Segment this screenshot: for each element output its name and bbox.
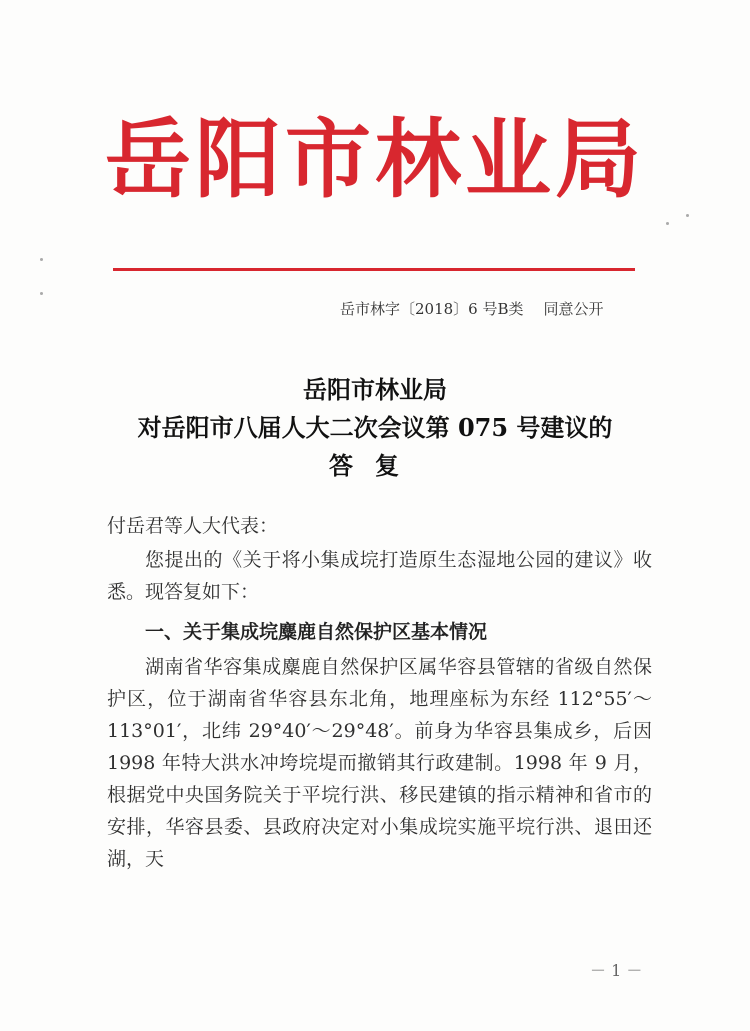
- title-line-3: 答复: [329, 451, 421, 480]
- salutation: 付岳君等人大代表：: [107, 515, 279, 537]
- scan-speck: [666, 222, 669, 225]
- scan-speck: [686, 214, 689, 217]
- letterhead-title: 岳阳市林业局: [105, 109, 645, 210]
- section-heading-1: 一、关于集成垸麋鹿自然保护区基本情况: [145, 621, 488, 643]
- paragraph-reserve-overview: 湖南省华容集成麋鹿自然保护区属华容县管辖的省级自然保护区，位于湖南省华容县东北角，地理座标为东经 112°55′～113°01′，北纬 29°40′～29°48′。前身为华容县集成乡，后因 1998 年特大洪水冲垮垸堤而撤销其行政建制。1998 年 9 月，根据党中央国务院关于平垸行洪、移民建镇的指示精神和省市的安排，华容县委、县政府决定对小集成垸实施平垸行洪、退田还湖，天: [107, 656, 652, 870]
- document-code: 岳市林字〔2018〕6 号B类: [340, 300, 524, 318]
- title-line-2: 对岳阳市八届人大二次会议第 075 号建议的: [137, 413, 613, 442]
- page-number: － 1 －: [590, 961, 643, 980]
- scan-speck: [40, 292, 43, 295]
- title-line-1: 岳阳市林业局: [303, 375, 447, 404]
- scan-speck: [40, 258, 43, 261]
- paragraph-acknowledgement: 您提出的《关于将小集成垸打造原生态湿地公园的建议》收悉。现答复如下：: [107, 549, 652, 603]
- document-number-line: [340, 298, 640, 319]
- disclosure-status: 同意公开: [543, 300, 604, 318]
- letterhead-red-rule: [113, 268, 635, 271]
